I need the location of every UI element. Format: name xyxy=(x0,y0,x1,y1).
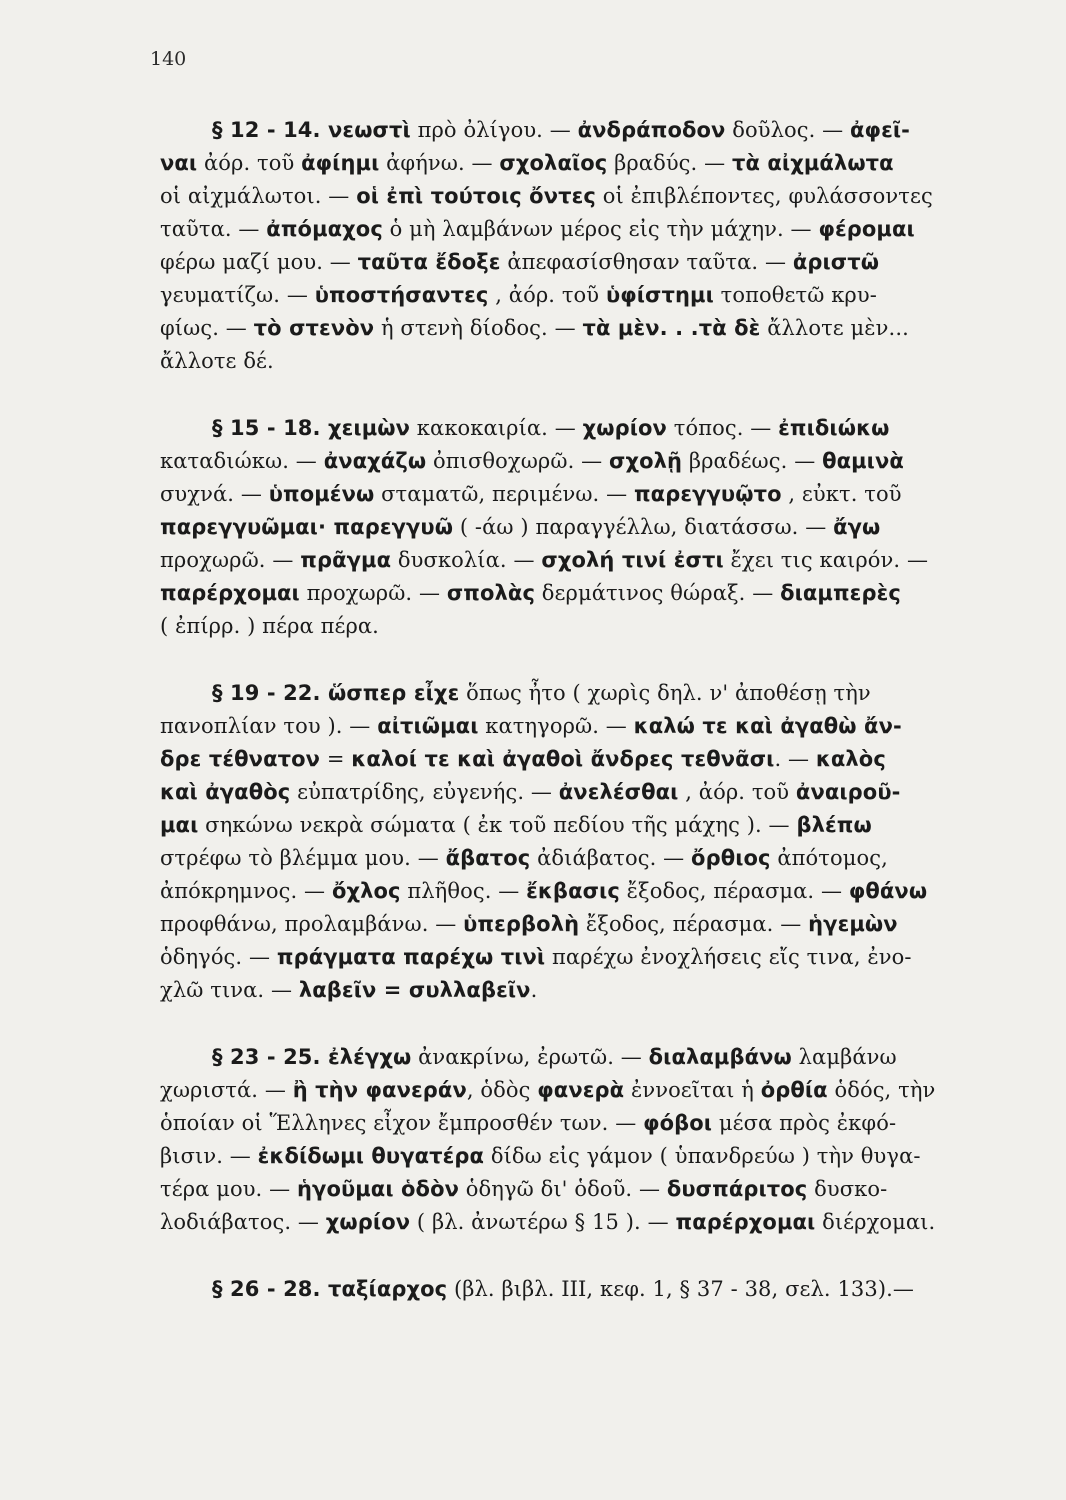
gloss: σταματῶ, περιμένω. — xyxy=(374,482,634,506)
gloss: ὅπως ἦτο ( χωρὶς δηλ. ν' ἀποθέσῃ τὴν xyxy=(459,681,871,705)
term: φανερὰ xyxy=(537,1078,625,1102)
gloss: ἀπεφασίσθησαν ταῦτα. — xyxy=(500,250,793,274)
gloss: ἀφήνω. — xyxy=(379,151,500,175)
gloss: ἔχει τις καιρόν. — xyxy=(723,548,929,572)
gloss: δίδω εἰς γάμον ( ὑπανδρεύω ) τὴν θυγα- xyxy=(484,1144,921,1168)
gloss: ἀόρ. τοῦ xyxy=(197,151,302,175)
gloss: τέρα μου. — xyxy=(160,1177,297,1201)
term: αἰτιῶμαι xyxy=(377,714,479,738)
text-line xyxy=(160,677,1000,710)
term: τὸ στενὸν xyxy=(253,316,375,340)
text-line xyxy=(160,114,1000,147)
gloss: ὁδηγός. — xyxy=(160,945,277,969)
gloss: σηκώνω νεκρὰ σώματα ( ἐκ τοῦ πεδίου τῆς μάχης ). — xyxy=(198,813,797,837)
term: θαμινὰ xyxy=(822,449,904,473)
term: ὄχλος xyxy=(331,879,401,903)
gloss: οἱ αἰχμάλωτοι. — xyxy=(160,184,357,208)
term: σχολή τινί ἐστι xyxy=(541,548,724,572)
term: ἐκδίδωμι θυγατέρα xyxy=(257,1144,485,1168)
term: διαλαμβάνω xyxy=(648,1045,792,1069)
gloss: λαμβάνω xyxy=(791,1045,897,1069)
gloss: ἐννοεῖται ἡ xyxy=(624,1078,761,1102)
gloss: μέσα πρὸς ἐκφό- xyxy=(712,1111,897,1135)
text-line xyxy=(160,743,1000,776)
term: δρε τέθνατον xyxy=(160,747,321,771)
term: παρεγγυῶμαι· παρεγγυῶ xyxy=(160,515,454,539)
term: ἀναχάζω xyxy=(323,449,427,473)
term: § 26 - 28. xyxy=(212,1277,328,1301)
page-number: 140 xyxy=(150,48,187,70)
term: ὥσπερ εἶχε xyxy=(328,681,460,705)
gloss: ὀπισθοχωρῶ. — xyxy=(426,449,610,473)
paragraph xyxy=(160,114,1000,378)
gloss: ( -άω ) παραγγέλλω, διατάσσω. — xyxy=(453,515,834,539)
term: διαμπερὲς xyxy=(780,581,901,605)
gloss: φίως. — xyxy=(160,316,254,340)
text-line xyxy=(160,1107,1000,1140)
term: παρεγγυῷτο xyxy=(633,482,782,506)
gloss: γευματίζω. — xyxy=(160,283,315,307)
term: παρέρχομαι xyxy=(160,581,300,605)
term: ἄβατος xyxy=(445,846,531,870)
gloss: , εὐκτ. τοῦ xyxy=(781,482,902,506)
text-line xyxy=(160,1041,1000,1074)
gloss: ὁποίαν οἱ Ἕλληνες εἶχον ἔμπροσθέν των. — xyxy=(160,1111,644,1135)
term: χωρίον xyxy=(325,1210,411,1234)
text-line xyxy=(160,974,1000,1007)
gloss: ὁδός, τὴν xyxy=(827,1078,936,1102)
text-line xyxy=(160,1206,1000,1239)
term: καλὸς xyxy=(815,747,886,771)
gloss: τόπος. — xyxy=(666,416,779,440)
term: ἀπόμαχος xyxy=(266,217,383,241)
term: σχολῇ xyxy=(609,449,683,473)
term: § 23 - 25. xyxy=(212,1045,328,1069)
paragraph xyxy=(160,1273,1000,1306)
gloss: (βλ. βιβλ. III, κεφ. 1, § 37 - 38, σελ. 133).— xyxy=(447,1277,914,1301)
gloss: διέρχομαι. xyxy=(815,1210,936,1234)
gloss: . — xyxy=(774,747,816,771)
term: φόβοι xyxy=(643,1111,713,1135)
term: φέρομαι xyxy=(818,217,915,241)
gloss: . xyxy=(530,978,538,1002)
gloss: ὁ μὴ λαμβάνων μέρος εἰς τὴν μάχην. — xyxy=(382,217,819,241)
gloss: = xyxy=(320,747,352,771)
term: § 19 - 22. xyxy=(212,681,328,705)
term: σχολαῖος xyxy=(499,151,608,175)
term: ἀριστῶ xyxy=(792,250,880,274)
text-line xyxy=(160,445,1000,478)
gloss: , ὁδὸς xyxy=(466,1078,538,1102)
gloss: κατηγορῶ. — xyxy=(478,714,634,738)
gloss: προφθάνω, προλαμβάνω. — xyxy=(160,912,464,936)
term: πράγματα παρέχω τινὶ xyxy=(276,945,546,969)
term: ἡγεμὼν xyxy=(808,912,898,936)
term: ὑφίστημι xyxy=(605,283,714,307)
gloss: βισιν. — xyxy=(160,1144,258,1168)
term: μαι xyxy=(160,813,199,837)
text-line xyxy=(160,147,1000,180)
gloss: πανοπλίαν του ). — xyxy=(160,714,378,738)
text-line xyxy=(160,478,1000,511)
text-line xyxy=(160,941,1000,974)
term: καλώ τε καὶ ἀγαθὼ ἄν- xyxy=(633,714,902,738)
gloss: ἀπότομος, xyxy=(770,846,888,870)
gloss: τοποθετῶ κρυ- xyxy=(713,283,877,307)
term: τὰ αἰχμάλωτα xyxy=(731,151,894,175)
text-line xyxy=(160,908,1000,941)
term: ἀναιροῦ- xyxy=(795,780,901,804)
term: ἐλέγχω xyxy=(328,1045,412,1069)
term: καὶ ἀγαθὸς xyxy=(160,780,291,804)
gloss: ἔξοδος, πέρασμα. — xyxy=(619,879,849,903)
term: ἢ τὴν φανεράν xyxy=(292,1078,467,1102)
text-line xyxy=(160,577,1000,610)
text-line xyxy=(160,1273,1000,1306)
term: παρέρχομαι xyxy=(675,1210,816,1234)
term: φθάνω xyxy=(848,879,928,903)
gloss: ἄλλοτε μὲν... xyxy=(760,316,909,340)
term: ταῦτα ἔδοξε xyxy=(357,250,501,274)
text-line xyxy=(160,511,1000,544)
text-line xyxy=(160,842,1000,875)
text-line xyxy=(160,710,1000,743)
text-line xyxy=(160,1074,1000,1107)
gloss: χλῶ τινα. — xyxy=(160,978,299,1002)
gloss: συχνά. — xyxy=(160,482,269,506)
term: χειμὼν xyxy=(328,416,411,440)
text-body xyxy=(160,114,1000,1340)
term: ναι xyxy=(160,151,198,175)
term: § 15 - 18. xyxy=(212,416,328,440)
term: ἀνελέσθαι xyxy=(558,780,679,804)
text-line xyxy=(160,544,1000,577)
text-line xyxy=(160,1140,1000,1173)
term: καλοί τε καὶ ἀγαθοὶ ἄνδρες τεθνᾶσι xyxy=(351,747,775,771)
term: ἐπιδιώκω xyxy=(778,416,890,440)
term: σπολὰς xyxy=(446,581,536,605)
gloss: παρέχω ἐνοχλήσεις εἴς τινα, ἐνο- xyxy=(545,945,912,969)
term: χωρίον xyxy=(582,416,667,440)
gloss: ἡ στενὴ δίοδος. — xyxy=(374,316,583,340)
term: ταξίαρχος xyxy=(328,1277,448,1301)
term: ἡγοῦμαι ὁδὸν xyxy=(296,1177,460,1201)
paragraph xyxy=(160,677,1000,1007)
gloss: ἀπόκρημνος. — xyxy=(160,879,332,903)
gloss: ἀδιάβατος. — xyxy=(530,846,692,870)
gloss: πρὸ ὀλίγου. — xyxy=(410,118,578,142)
gloss: πλῆθος. — xyxy=(400,879,527,903)
paragraph xyxy=(160,1041,1000,1239)
term: οἱ ἐπὶ τούτοις ὄντες xyxy=(356,184,596,208)
term: ἔκβασις xyxy=(526,879,620,903)
gloss: προχωρῶ. — xyxy=(160,548,301,572)
text-line xyxy=(160,776,1000,809)
text-line xyxy=(160,412,1000,445)
term: λαβεῖν = συλλαβεῖν xyxy=(298,978,531,1002)
text-line xyxy=(160,246,1000,279)
term: ὄρθιος xyxy=(691,846,771,870)
term: ὀρθία xyxy=(760,1078,828,1102)
gloss: λοδιάβατος. — xyxy=(160,1210,326,1234)
gloss: στρέφω τὸ βλέμμα μου. — xyxy=(160,846,446,870)
gloss: ταῦτα. — xyxy=(160,217,267,241)
gloss: δυσκο- xyxy=(807,1177,888,1201)
gloss: βραδέως. — xyxy=(682,449,823,473)
gloss: εὐπατρίδης, εὐγενής. — xyxy=(290,780,559,804)
term: ἄγω xyxy=(833,515,881,539)
gloss: φέρω μαζί μου. — xyxy=(160,250,358,274)
paragraph xyxy=(160,412,1000,643)
text-line xyxy=(160,610,1000,643)
text-line xyxy=(160,875,1000,908)
gloss: ( ἐπίρρ. ) πέρα πέρα. xyxy=(160,614,379,638)
term: ἀφίημι xyxy=(301,151,380,175)
term: ὑπερβολὴ xyxy=(463,912,580,936)
gloss: , ἀόρ. τοῦ xyxy=(488,283,606,307)
text-line xyxy=(160,1173,1000,1206)
term: ὑποστήσαντες xyxy=(314,283,489,307)
text-line xyxy=(160,345,1000,378)
gloss: δοῦλος. — xyxy=(725,118,851,142)
gloss: οἱ ἐπιβλέποντες, φυλάσσοντες xyxy=(595,184,933,208)
gloss: ἔξοδος, πέρασμα. — xyxy=(579,912,809,936)
text-line xyxy=(160,279,1000,312)
term: νεωστὶ xyxy=(328,118,411,142)
gloss: βραδύς. — xyxy=(607,151,732,175)
term: ἀνδράποδον xyxy=(577,118,726,142)
gloss: ὁδηγῶ δι' ὁδοῦ. — xyxy=(459,1177,667,1201)
gloss: χωριστά. — xyxy=(160,1078,293,1102)
term: τὰ μὲν. . .τὰ δὲ xyxy=(582,316,761,340)
gloss: προχωρῶ. — xyxy=(299,581,447,605)
gloss: δυσκολία. — xyxy=(391,548,542,572)
term: βλέπω xyxy=(796,813,872,837)
gloss: ( βλ. ἀνωτέρω § 15 ). — xyxy=(410,1210,676,1234)
text-line xyxy=(160,312,1000,345)
gloss: ἀνακρίνω, ἐρωτῶ. — xyxy=(411,1045,649,1069)
text-line xyxy=(160,809,1000,842)
term: § 12 - 14. xyxy=(212,118,328,142)
gloss: δερμάτινος θώραξ. — xyxy=(535,581,781,605)
text-line xyxy=(160,180,1000,213)
term: ὑπομένω xyxy=(268,482,375,506)
gloss: , ἀόρ. τοῦ xyxy=(678,780,796,804)
term: ἀφεῖ- xyxy=(850,118,910,142)
gloss: κακοκαιρία. — xyxy=(410,416,583,440)
gloss: καταδιώκω. — xyxy=(160,449,324,473)
text-line xyxy=(160,213,1000,246)
gloss: ἄλλοτε δέ. xyxy=(160,349,274,373)
term: πρᾶγμα xyxy=(300,548,392,572)
term: δυσπάριτος xyxy=(666,1177,808,1201)
